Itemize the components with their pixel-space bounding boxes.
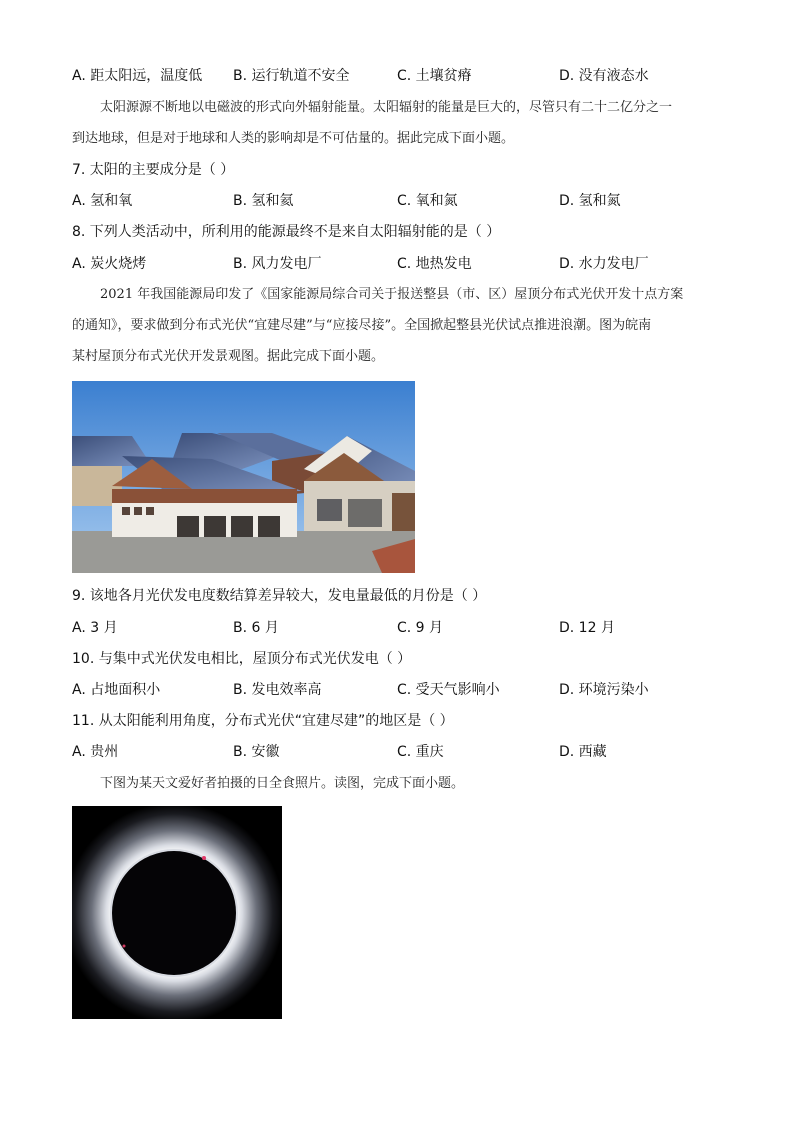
q10-option-d: D. 环境污染小 (559, 682, 649, 698)
q10-options (72, 680, 712, 700)
passage3: 下图为某天文爱好者拍摄的日全食照片。读图，完成下面小题。 (100, 776, 465, 791)
q9-stem: 9. 该地各月光伏发电度数结算差异较大，发电量最低的月份是（ ） (72, 588, 487, 604)
q11-option-d: D. 西藏 (559, 744, 607, 760)
rooftop-solar-photo (72, 381, 415, 573)
passage2-line3: 某村屋顶分布式光伏开发景观图。据此完成下面小题。 (72, 349, 385, 364)
passage2-line2: 的通知》，要求做到分布式光伏“宜建尽建”与“应接尽接”。全国掀起整县光伏试点推进浪潮。图为皖南 (72, 318, 652, 333)
q11-option-b: B. 安徽 (233, 744, 280, 760)
q9-options (72, 618, 712, 638)
passage2-line1: 2021 年我国能源局印发了《国家能源局综合司关于报送整县（市、区）屋顶分布式光伏开发十点方案 (100, 287, 684, 302)
q11-option-a: A. 贵州 (72, 744, 119, 760)
q8-option-b: B. 风力发电厂 (233, 256, 322, 272)
q10-option-c: C. 受天气影响小 (397, 682, 500, 698)
solar-eclipse-photo (72, 806, 282, 1019)
q7-option-d: D. 氢和氮 (559, 193, 621, 209)
q9-option-c: C. 9 月 (397, 620, 444, 636)
q6-options (72, 66, 712, 86)
q8-option-d: D. 水力发电厂 (559, 256, 649, 272)
q8-stem: 8. 下列人类活动中，所利用的能源最终不是来自太阳辐射能的是（ ） (72, 224, 501, 240)
q8-option-a: A. 炭火烧烤 (72, 256, 147, 272)
passage1-line1: 太阳源源不断地以电磁波的形式向外辐射能量。太阳辐射的能量是巨大的，尽管只有二十二亿分之一 (100, 100, 673, 115)
q10-option-a: A. 占地面积小 (72, 682, 161, 698)
q6-option-b: B. 运行轨道不安全 (233, 68, 350, 84)
q11-stem: 11. 从太阳能利用角度，分布式光伏“宜建尽建”的地区是（ ） (72, 713, 454, 729)
passage1-line2: 到达地球，但是对于地球和人类的影响却是不可估量的。据此完成下面小题。 (72, 131, 515, 146)
q7-option-b: B. 氢和氦 (233, 193, 294, 209)
q11-options (72, 742, 712, 762)
q10-option-b: B. 发电效率高 (233, 682, 322, 698)
q6-option-a: A. 距太阳远，温度低 (72, 68, 203, 84)
q8-option-c: C. 地热发电 (397, 256, 472, 272)
q9-option-b: B. 6 月 (233, 620, 279, 636)
q6-option-c: C. 土壤贫瘠 (397, 68, 472, 84)
q9-option-d: D. 12 月 (559, 620, 615, 636)
q7-option-a: A. 氢和氧 (72, 193, 133, 209)
q6-option-d: D. 没有液态水 (559, 68, 649, 84)
q10-stem: 10. 与集中式光伏发电相比，屋顶分布式光伏发电（ ） (72, 651, 412, 667)
q11-option-c: C. 重庆 (397, 744, 444, 760)
q7-stem: 7. 太阳的主要成分是（ ） (72, 162, 235, 178)
q8-options (72, 254, 712, 274)
q7-options (72, 191, 712, 211)
q9-option-a: A. 3 月 (72, 620, 118, 636)
q7-option-c: C. 氧和氮 (397, 193, 458, 209)
